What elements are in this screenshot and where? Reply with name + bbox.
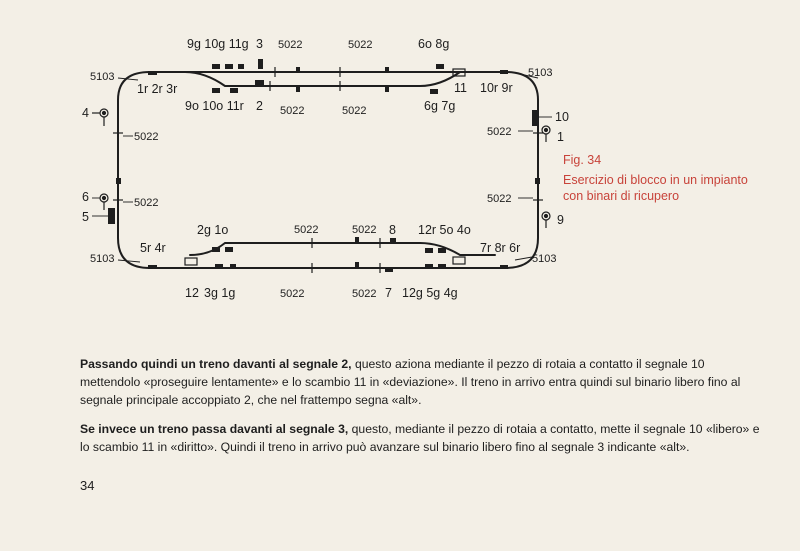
label-5103: 5103: [532, 253, 557, 265]
label-5022: 5022: [280, 288, 305, 300]
label-two: 2: [256, 99, 263, 113]
label-5022: 5022: [352, 288, 377, 300]
label-mid-left-signals: 9o 10o 11r: [185, 99, 244, 113]
label-ten: 10: [555, 110, 569, 124]
paragraph-signal-2: [80, 355, 760, 409]
figure-caption: [563, 152, 753, 204]
paragraph-lead-bold: Passando quindi un treno davanti al segnale 2,: [80, 357, 352, 371]
label-5022: 5022: [487, 126, 512, 138]
figure-number: Fig. 34: [563, 153, 602, 167]
leader-lines: [92, 74, 552, 262]
page-number: 34: [80, 478, 95, 493]
label-bottom-left-signals: 3g 1g: [204, 286, 236, 300]
label-one: 1: [557, 130, 564, 144]
label-5022: 5022: [342, 105, 367, 117]
label-top-left-signals: 9g 10g 11g: [187, 37, 249, 51]
label-5022: 5022: [280, 105, 305, 117]
label-top-left-turnouts: 1r 2r 3r: [137, 82, 178, 96]
label-5022: 5022: [278, 39, 303, 51]
label-mid-right-signals: 6g 7g: [424, 99, 456, 113]
track-lines: [118, 72, 538, 268]
paragraph-body: questo aziona mediante il pezzo di rotaia a contatto il segnale 10 mettendolo «proseguire lentamente» e lo scambio 11 in «deviazione». Il treno in arrivo entra quindi sul binario libero fino al segnale principale accoppiato 2, che nel frattempo segna «alt».: [80, 357, 741, 407]
label-nine: 9: [557, 213, 564, 227]
label-5022: 5022: [134, 197, 159, 209]
label-seven: 7: [385, 286, 392, 300]
label-top-right-turnouts: 10r 9r: [480, 81, 513, 95]
dwarf-signals: [92, 109, 550, 228]
label-three: 3: [256, 37, 263, 51]
label-bottom-right-signals: 12r 5o 4o: [418, 223, 471, 237]
label-bottom-right-turnouts: 7r 8r 6r: [480, 241, 521, 255]
paragraph-lead-bold: Se invece un treno passa davanti al segnale 3,: [80, 422, 349, 436]
label-5022: 5022: [348, 39, 373, 51]
label-5022: 5022: [487, 193, 512, 205]
label-eleven: 11: [454, 81, 467, 95]
label-bottom-mid-signals: 2g 1o: [197, 223, 229, 237]
paragraph-signal-3: [80, 420, 760, 456]
label-5022: 5022: [134, 131, 159, 143]
label-five: 5: [82, 210, 89, 224]
label-four: 4: [82, 106, 89, 120]
label-six: 6: [82, 190, 89, 204]
label-bottom-right-labels: 12g 5g 4g: [402, 286, 458, 300]
label-5103: 5103: [90, 253, 115, 265]
label-5022: 5022: [294, 224, 319, 236]
label-twelve: 12: [185, 286, 199, 300]
label-5022: 5022: [352, 224, 377, 236]
paragraph-body: questo, mediante il pezzo di rotaia a contatto, mette il segnale 10 «libero» e lo scambio 11 in «diritto». Quindi il treno in arrivo può avanzare sul binario libero fino al segnale 3 indicante «alt».: [80, 422, 760, 454]
diagram-labels: [82, 37, 569, 300]
label-eight: 8: [389, 223, 396, 237]
label-5103: 5103: [528, 67, 553, 79]
figure-caption-text: Esercizio di blocco in un impianto con binari di ricupero: [563, 173, 748, 203]
label-top-right-signals: 6o 8g: [418, 37, 450, 51]
label-bottom-left-turnouts: 5r 4r: [140, 241, 166, 255]
label-5103: 5103: [90, 71, 115, 83]
